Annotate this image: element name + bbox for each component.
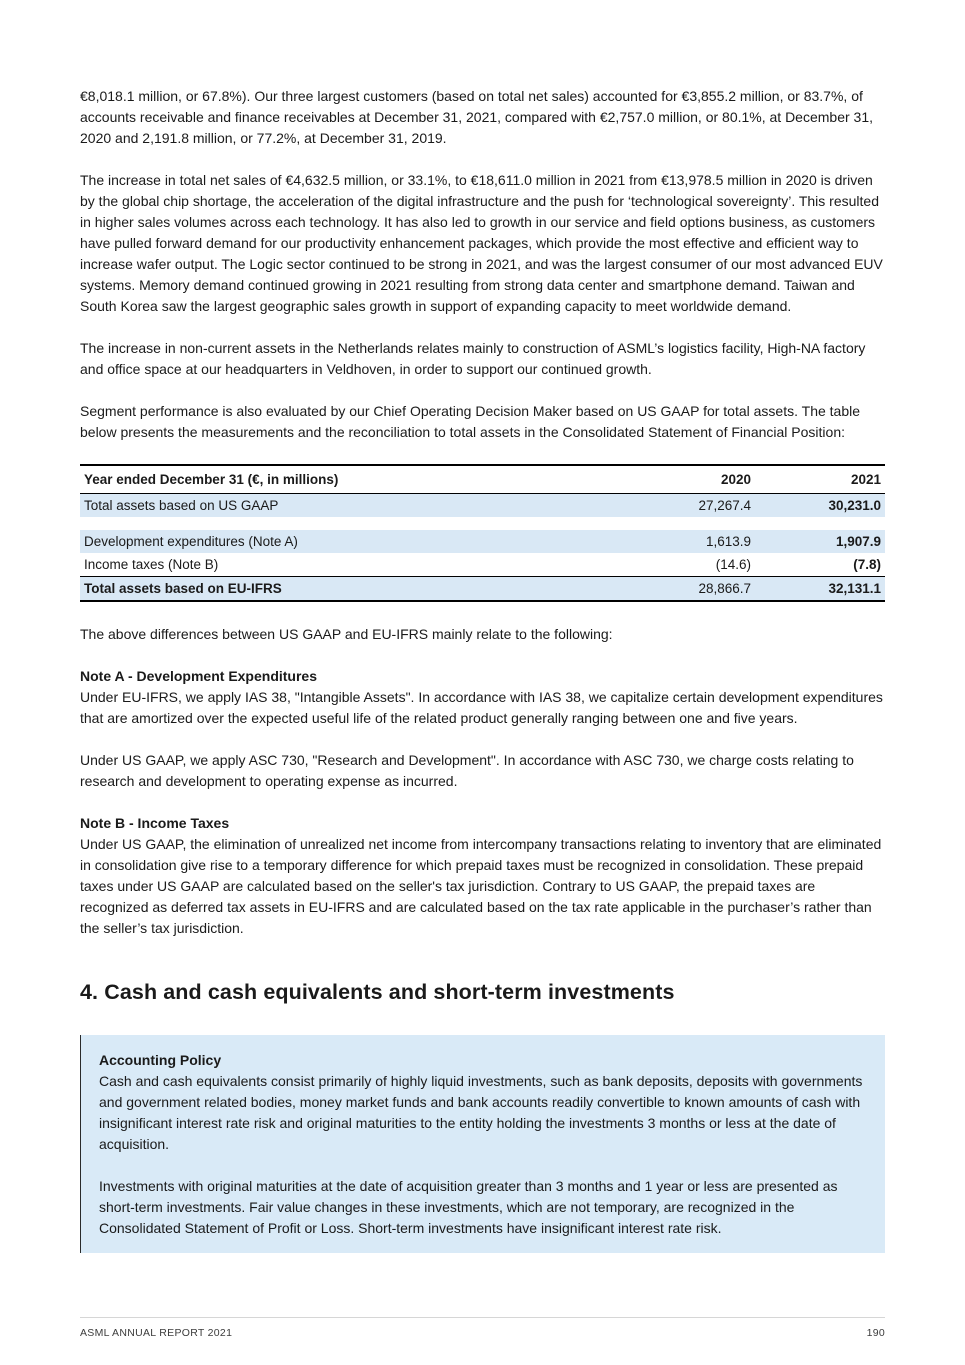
paragraph-segment-performance: Segment performance is also evaluated by our Chief Operating Decision Maker based on US GAAP for total assets. The table below presents the measurements and the reconciliation to total assets in the Consolidated Statement of Financial Position: [80, 403, 861, 440]
accounting-policy-title: Accounting Policy [99, 1052, 222, 1068]
table-header-row [80, 465, 885, 494]
table-header-2021: 2021 [755, 465, 885, 494]
row-value-2021: 30,231.0 [755, 494, 885, 518]
note-a-paragraph-1: Under EU-IFRS, we apply IAS 38, "Intangible Assets". In accordance with IAS 38, we capitalize certain development expenditures that are amortized over the expected useful life of the related product generally ranging between one and five years. [80, 689, 883, 726]
paragraph-net-sales-increase: The increase in total net sales of €4,632.5 million, or 33.1%, to €18,611.0 million in 2021 from €13,978.5 million in 2020 is driven by the global chip shortage, the acceleration of the digital infrastructure and the push for ‘technological sovereignty’. This resulted in higher sales volumes across each technology. It has also led to growth in our service and field options business, as customers have pulled forward demand for our productivity enhancement packages, which provide the most effective and efficient way to increase wafer output. The Logic sector continued to be strong in 2021, and was the largest consumer of our most advanced EUV systems. Memory demand continued growing in 2021 resulting from strong data center and smartphone demand. Taiwan and South Korea saw the largest geographic sales growth in support of expanding capacity to meet worldwide demand. [80, 172, 883, 314]
table-row-income-taxes [80, 553, 885, 577]
table-header-label: Year ended December 31 (€, in millions) [80, 465, 625, 494]
table-row-eu-ifrs-total [80, 577, 885, 602]
table-header-2020: 2020 [625, 465, 755, 494]
page-footer [80, 1317, 885, 1339]
table-row-development-expenditures [80, 530, 885, 553]
note-a-heading: Note A - Development Expenditures [80, 668, 318, 684]
row-label: Development expenditures (Note A) [80, 530, 625, 553]
section-4-heading: 4. Cash and cash equivalents and short-term investments [80, 980, 675, 1004]
row-value-2021: 1,907.9 [755, 530, 885, 553]
table-row-us-gaap [80, 494, 885, 518]
footer-page-number: 190 [866, 1327, 885, 1339]
footer-report-title: ASML ANNUAL REPORT 2021 [80, 1327, 233, 1339]
note-a-paragraph-2: Under US GAAP, we apply ASC 730, "Research and Development". In accordance with ASC 730, we charge costs relating to research and development to operating expense as incurred. [80, 752, 854, 789]
accounting-policy-paragraph-1: Cash and cash equivalents consist primarily of highly liquid investments, such as bank deposits, deposits with governments and government related bodies, money market funds and bank accounts readily convertible to known amounts of cash with insignificant interest rate risk and original maturities to the entity holding the investments 3 months or less at the date of acquisition. [99, 1073, 863, 1152]
row-value-2021: 32,131.1 [755, 577, 885, 602]
row-label: Income taxes (Note B) [84, 557, 219, 572]
total-assets-reconciliation-table [80, 464, 885, 602]
row-value-2020: (14.6) [715, 557, 751, 572]
paragraph-non-current-assets: The increase in non-current assets in the Netherlands relates mainly to construction of ASML’s logistics facility, High-NA factory and office space at our headquarters in Veldhoven, in order to support our continued growth. [80, 340, 866, 377]
paragraph-largest-customers: €8,018.1 million, or 67.8%). Our three largest customers (based on total net sales) accounted for €3,855.2 million, or 83.7%, of accounts receivable and finance receivables at December 31, 2021, compared with €2,757.0 million, or 80.1%, at December 31, 2020 and 2,191.8 million, or 77.2%, at December 31, 2019. [80, 88, 874, 146]
row-value-2020: 1,613.9 [625, 530, 755, 553]
row-label: Total assets based on US GAAP [80, 494, 625, 518]
accounting-policy-box [80, 1035, 885, 1253]
row-value-2020: 27,267.4 [625, 494, 755, 518]
accounting-policy-paragraph-2: Investments with original maturities at the date of acquisition greater than 3 months and 1 year or less are presented as short-term investments. Fair value changes in these investments, which are not temporary, are recognized in the Consolidated Statement of Profit or Loss. Short-term investments have insignificant interest rate risk. [99, 1178, 838, 1236]
table-spacer-row [80, 517, 885, 530]
row-label: Total assets based on EU-IFRS [80, 577, 625, 602]
note-b-paragraph-1: Under US GAAP, the elimination of unrealized net income from intercompany transactions relating to inventory that are eliminated in consolidation give rise to a temporary difference for which prepaid taxes must be recognized in consolidation. These prepaid taxes under US GAAP are calculated based on the seller's tax jurisdiction. Contrary to US GAAP, the prepaid taxes are recognized as deferred tax assets in EU-IFRS and are calculated based on the tax rate applicable in the purchaser’s rather than the seller’s tax jurisdiction. [80, 836, 882, 936]
note-b-heading: Note B - Income Taxes [80, 815, 230, 831]
paragraph-differences-intro: The above differences between US GAAP and EU-IFRS mainly relate to the following: [80, 626, 613, 642]
row-value-2020: 28,866.7 [625, 577, 755, 602]
row-value-2021: (7.8) [853, 557, 881, 572]
